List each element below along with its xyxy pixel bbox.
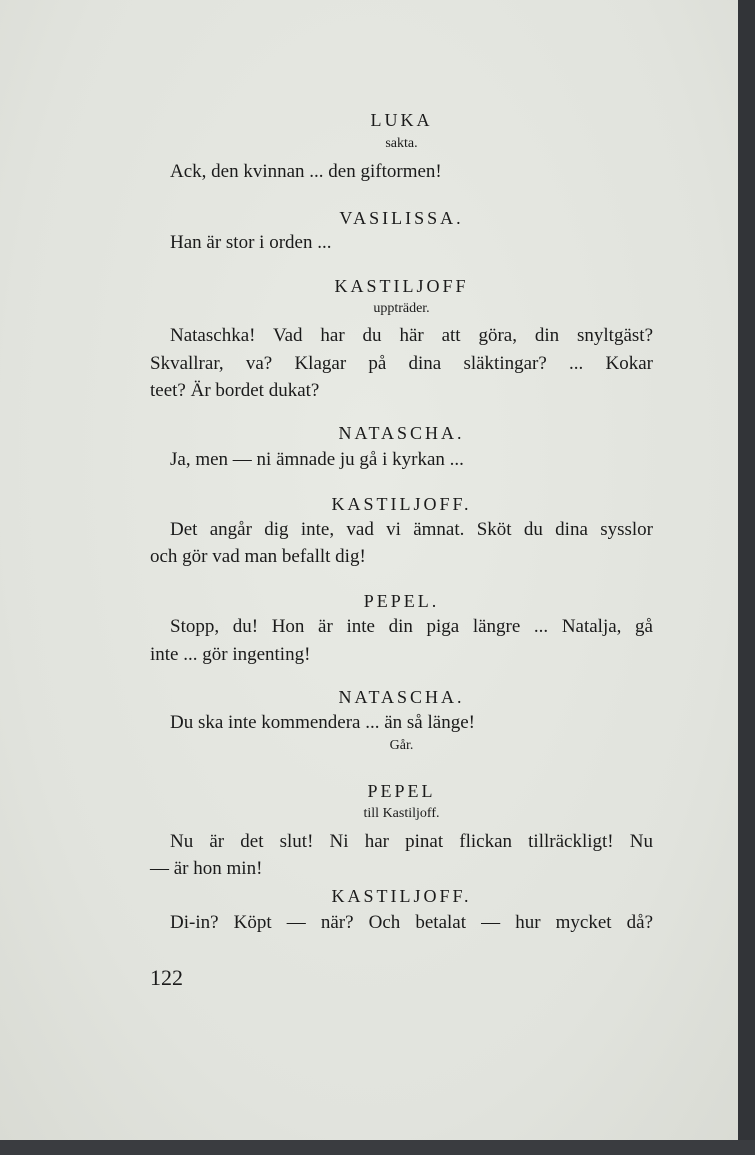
dialogue-line: Nataschka! Vad har du här att göra, din snyltgäst? xyxy=(170,325,653,346)
dialogue-line: Di-in? Köpt — när? Och betalat — hur mycket då? xyxy=(170,912,653,933)
dialogue-line: Ack, den kvinnan ... den giftormen! xyxy=(170,161,442,182)
stage-direction: till Kastiljoff. xyxy=(363,806,440,821)
dialogue-line: inte ... gör ingenting! xyxy=(150,644,311,665)
speaker-name: KASTILJOFF. xyxy=(331,886,472,906)
stage-direction: Går. xyxy=(389,738,414,753)
book-edge-bottom xyxy=(0,1140,755,1155)
dialogue-line: Skvallrar, va? Klagar på dina släktingar? ... Kokar xyxy=(150,353,653,374)
speaker-name: NATASCHA. xyxy=(338,687,465,707)
stage-direction: uppträder. xyxy=(373,301,430,316)
speaker-name: VASILISSA. xyxy=(339,208,464,228)
dialogue-line: Ja, men — ni ämnade ju gå i kyrkan ... xyxy=(170,449,464,470)
dialogue-line: och gör vad man befallt dig! xyxy=(150,546,366,567)
speaker-name: PEPEL. xyxy=(363,591,440,611)
speaker-name: LUKA xyxy=(370,110,433,130)
speaker-name: KASTILJOFF xyxy=(334,276,469,296)
page-number: 122 xyxy=(150,965,183,990)
book-edge-right xyxy=(738,0,755,1155)
dialogue-line: — är hon min! xyxy=(150,858,263,879)
dialogue-line: Nu är det slut! Ni har pinat flickan tillräckligt! Nu xyxy=(170,831,653,852)
dialogue-line: Det angår dig inte, vad vi ämnat. Sköt du dina sysslor xyxy=(170,519,653,540)
speaker-name: KASTILJOFF. xyxy=(331,494,472,514)
dialogue-line: Han är stor i orden ... xyxy=(170,232,332,253)
stage-direction: sakta. xyxy=(385,136,418,151)
dialogue-line: Stopp, du! Hon är inte din piga längre ... Natalja, gå xyxy=(170,616,653,637)
speaker-name: PEPEL xyxy=(367,781,436,801)
dialogue-line: teet? Är bordet dukat? xyxy=(150,380,320,401)
speaker-name: NATASCHA. xyxy=(338,423,465,443)
dialogue-line: Du ska inte kommendera ... än så länge! xyxy=(170,712,475,733)
